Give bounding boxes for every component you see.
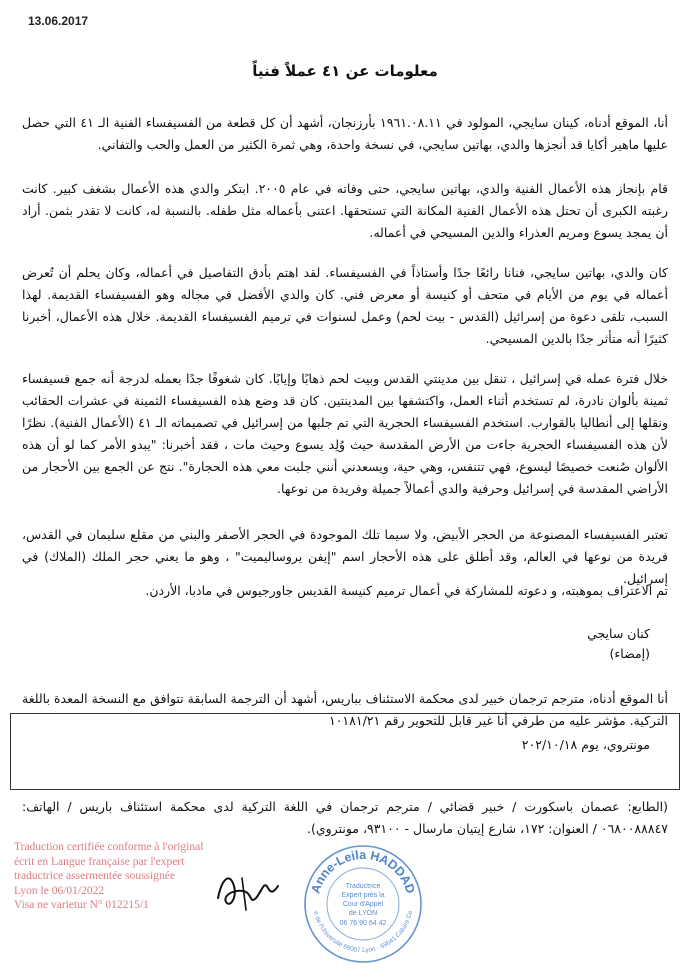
certification-frame: [10, 713, 680, 790]
seal-center-line: Expert près la: [341, 892, 385, 899]
french-stamp-line: traductrice assermentée soussignée: [14, 870, 175, 882]
seal-phone: 06 76 90 64 42: [339, 920, 387, 927]
paragraph-4: خلال فترة عمله في إسرائيل ، تنقل بين مدينتي القدس وبيت لحم ذهابًا وإيابًا. كان شغوفًا جدًا بعمله لدرجة أنه جمع فسيفساء ثمينة بألوان نادرة، لم تستخدم أثناء العمل، واكتشفها بين المدينتين. كان قد وضع هذه الفسيفساء الثمينة في عشرات الحقائب ونقلها إلى أنطاليا بالقوارب. استخدم الفسيفساء الحجرية التي تم جلبها من إسرائيل في تصميماته الـ ٤١ (الأعمال الفنية). نظرًا لأن هذه الفسيفساء الحجرية جاءت من الأرض المقدسة حيث وُلِد يسوع وحيث مات ، فقد أخبرنا: "يبدو الأمر كما لو أن هذه الألوان صُنعت خصيصًا ليسوع، فهي تتنفس، وهي حية، ويسعدني أنني جلبت معي هذه الحجارة". نتج عن الجمع بين الأحجار من الأراضي المقدسة في إسرائيل وحرفية والدي أعمالاً جميلة وفريدة من نوعها.: [22, 371, 668, 496]
paragraph-2: قام بإنجاز هذه الأعمال الفنية والدي، بهاتين سايجي، حتى وفاته في عام ٢٠٠٥. ابتكر والدي هذه الأعمال بشغف كبير. كانت رغبته الكبرى أن تحتل هذه الأعمال الفنية المكانة التي تستحقها. اعتنى بأعماله مثل طفله. بالنسبة له، كانت لا تقدر بثمن. أراد أن يمجد يسوع ومريم العذراء والدين المسيحي في أعماله.: [22, 181, 668, 240]
paragraph-5: تعتبر الفسيفساء المصنوعة من الحجر الأبيض، ولا سيما تلك الموجودة في الحجر الأصفر والبني من مقلع سليمان في القدس، فريدة من نوعها في العالم، وقد أطلق على هذه الأحجار اسم "إيفن يروساليميت" ، وهو ما يعني حجر الملك (الملاك) في إسرائيل.: [22, 527, 668, 586]
handwritten-signature: [212, 858, 282, 916]
seal-center-line: Cour d'Appel: [342, 901, 384, 908]
paragraph-3: كان والدي، بهاتين سايجي، فنانا رائعًا جدًا وأستاذاً في الفسيفساء. لقد اهتم بأدق التفاصيل في أعماله، وكان يحلم أن تُعرض أعماله في يوم من الأيام في متحف أو كنيسة أو معرض فني. كان والدي الأفضل في مجاله وهو الفسيفساء القديمة. لهذا السبب، تلقى دعوة من إسرائيل (القدس - بيت لحم) وعمل لسنوات في ترميم الفسيفساء القديمة. خلال هذه الأعمال، أخبرنا كثيرًا أنه متأثر جدًا بالدين المسيحي.: [22, 265, 668, 346]
certification-statement: أنا الموقع أدناه، مترجم ترجمان خبير لدى محكمة الاستئناف بباريس، أشهد أن الترجمة السابقة تتوافق مع النسخة المعدة باللغة التركية. مؤشر عليه من طرفي أنا غير قابل للتحوير رقم ١٠١٨١/٢١: [22, 691, 668, 728]
seal-center-line: Traductrice: [345, 883, 381, 890]
translator-stamp-text: (الطابع: عصمان باسكورت / خبير قضائي / مترجم ترجمان في اللغة التركية لدى محكمة استئناف باريس / الهاتف: ٠٦٨٠٠٨٨٨٤٧ / العنوان: ١٧٢، شارع إيتيان مارسال - ٩٣١٠٠، مونتروي).: [22, 799, 668, 836]
seal-center-line: de LYON: [348, 910, 378, 917]
paragraph-6: تم الاعتراف بموهبته، و دعوته للمشاركة في أعمال ترميم كنيسة القديس جاورجيوس في مادبا، الأردن.: [145, 583, 668, 598]
translator-seal: [298, 832, 428, 967]
french-stamp-line: Visa ne varietur N° 012215/1: [14, 899, 149, 911]
signer-label: (إمضاء): [609, 646, 650, 661]
signer-name: كنان سايجي: [587, 626, 650, 641]
certification-place-date: مونتروي، يوم ٢٠٢/١٠/١٨: [521, 737, 650, 752]
seal-address: e de l'Université 69007 Lyon · 69641 Caluire Ce: [311, 909, 415, 955]
french-certification-stamp: [14, 840, 226, 913]
french-stamp-line: écrit en Langue française par l'expert: [14, 855, 185, 868]
french-stamp-line: Traduction certifiée conforme à l'original: [14, 841, 204, 853]
document-date: 13.06.2017: [28, 14, 89, 28]
french-stamp-line: Lyon le 06/01/2022: [14, 884, 105, 897]
paragraph-1: أنا، الموقع أدناه، كينان سايجي، المولود في ١٩٦١.٠٨.١١ بأرزنجان، أشهد أن كل قطعة من الفسيفساء الفنية الـ ٤١ التي حصل عليها ماهير أكايا قد أنجزها والدي، بهاتين سايجي، في نسخة واحدة، وهي ثمرة الكثير من العمل والحب والتفاني.: [22, 115, 668, 152]
seal-name: Anne-Leila HADDAD: [308, 847, 418, 896]
document-title: معلومات عن ٤١ عملاً فنياً: [252, 62, 438, 80]
